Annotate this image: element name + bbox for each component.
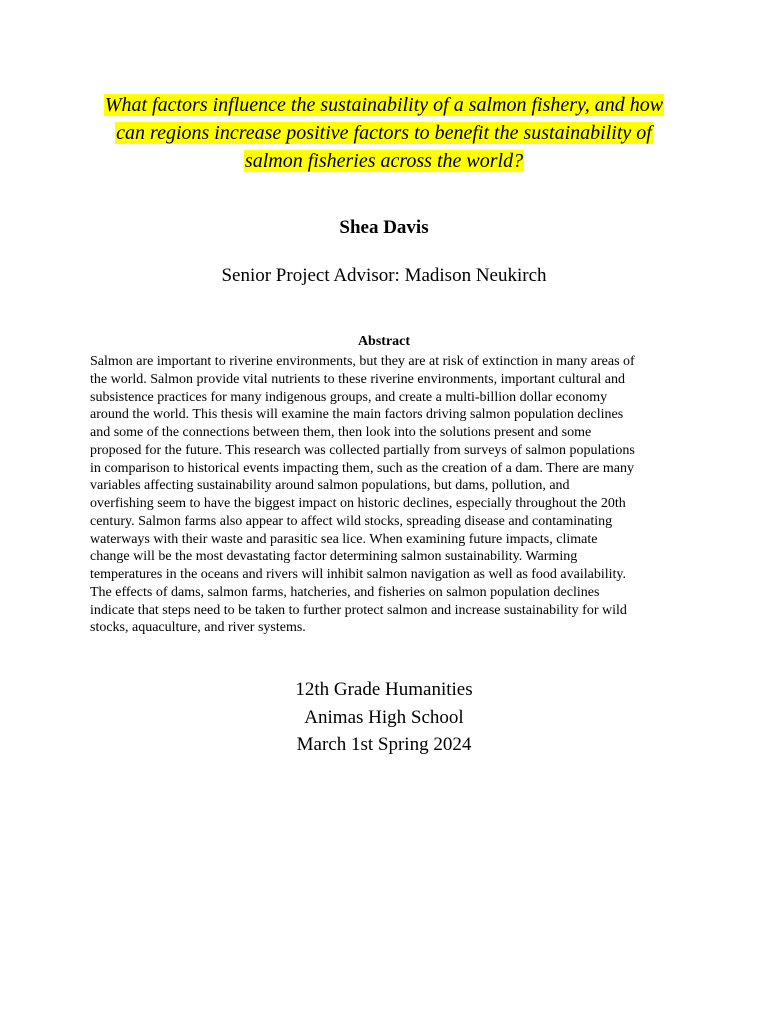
title-line-2: can regions increase positive factors to benefit the sustainability of bbox=[116, 122, 652, 144]
abstract-line: in comparison to historical events impacting them, such as the creation of a dam. There are many bbox=[90, 460, 635, 476]
footer-block bbox=[0, 676, 768, 759]
abstract-line: proposed for the future. This research was collected partially from surveys of salmon populations bbox=[90, 442, 635, 458]
abstract-line: temperatures in the oceans and rivers will inhibit salmon navigation as well as food availability. bbox=[90, 567, 627, 582]
abstract-line: around the world. This thesis will examine the main factors driving salmon population declines bbox=[90, 407, 624, 423]
paper-title bbox=[80, 91, 688, 175]
abstract-line: stocks, aquaculture, and river systems. bbox=[90, 620, 306, 636]
school-line: Animas High School bbox=[304, 706, 464, 728]
course-line: 12th Grade Humanities bbox=[295, 679, 473, 700]
abstract-line: variables affecting sustainability around salmon populations, but dams, pollution, and bbox=[90, 478, 570, 494]
date-line: March 1st Spring 2024 bbox=[296, 734, 472, 755]
abstract-body bbox=[90, 353, 682, 637]
abstract-line: century. Salmon farms also appear to affect wild stocks, spreading disease and contaminating bbox=[90, 513, 613, 529]
title-line-1: What factors influence the sustainability of a salmon fishery, and how bbox=[104, 94, 664, 116]
abstract-heading: Abstract bbox=[357, 334, 411, 349]
abstract-line: the world. Salmon provide vital nutrients to these riverine environments, important cultural and bbox=[90, 371, 625, 387]
title-line-3: salmon fisheries across the world? bbox=[244, 150, 524, 172]
abstract-line: The effects of dams, salmon farms, hatcheries, and fisheries on salmon population declines bbox=[90, 584, 600, 600]
author-name: Shea Davis bbox=[339, 217, 429, 238]
abstract-line: Salmon are important to riverine environments, but they are at risk of extinction in many areas of bbox=[90, 354, 635, 369]
abstract-line: change will be the most devastating factor determining salmon sustainability. Warming bbox=[90, 549, 578, 565]
abstract-line: indicate that steps need to be taken to further protect salmon and increase sustainability for wild bbox=[90, 602, 627, 618]
abstract-line: and some of the connections between them, then look into the solutions present and some bbox=[90, 425, 592, 440]
abstract-line: waterways with their waste and parasitic sea lice. When examining future impacts, climate bbox=[90, 531, 598, 547]
abstract-line: overfishing seem to have the biggest impact on historic declines, especially throughout the 20th bbox=[90, 496, 626, 511]
advisor-line: Senior Project Advisor: Madison Neukirch bbox=[221, 265, 547, 286]
abstract-line: subsistence practices for many indigenous groups, and create a multi-billion dollar economy bbox=[90, 389, 608, 405]
